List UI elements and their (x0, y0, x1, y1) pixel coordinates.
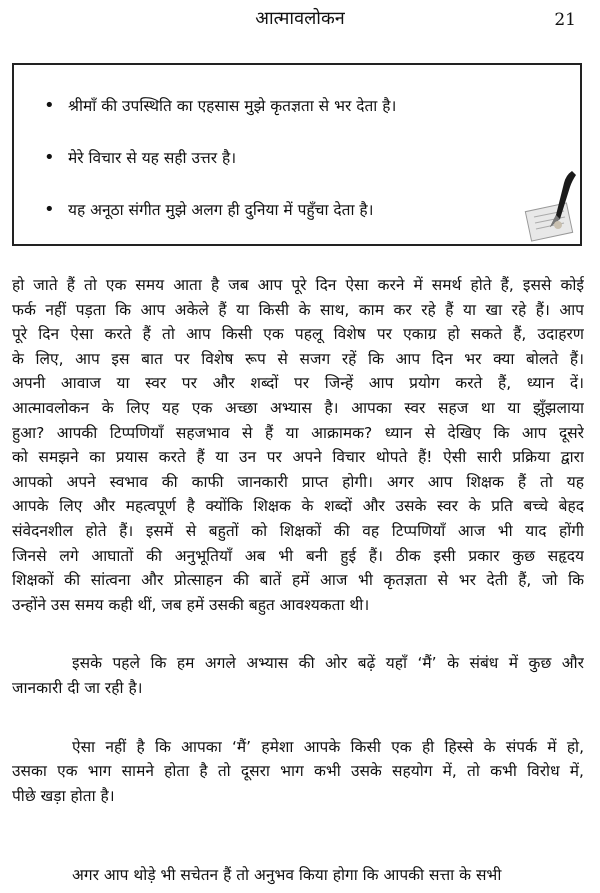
highlight-box (12, 63, 582, 246)
bullet-dot-icon: • (44, 95, 55, 116)
bullet-text: यह अनूठा संगीत मुझे अलग ही दुनिया में पहुँचा देता है। (68, 201, 374, 219)
bullet-item (44, 147, 396, 199)
text-line: अपनी आवाज या स्वर पर और शब्दों पर जिन्हें आप प्रयोग करते हैं, ध्यान दें। (12, 374, 584, 393)
text-line: इसके पहले कि हम अगले अभ्यास की ओर बढ़ें यहाँ ‘मैं’ के संबंध में कुछ और (72, 654, 584, 673)
bullet-text: श्रीमाँ की उपस्थिति का एहसास मुझे कृतज्ञता से भर देता है। (68, 97, 397, 115)
pen-writing-icon (520, 165, 580, 245)
text-line: आत्मावलोकन के लिए यह एक अच्छा अभ्यास है। आपका स्वर सहज था या झुँझलाया (12, 398, 584, 417)
text-line: अगर आप थोड़े भी सचेतन हैं तो अनुभव किया होगा कि आपकी सत्ता के सभी (72, 866, 502, 884)
bullet-item (44, 95, 396, 147)
text-line: उन्होंने उस समय कही थीं, जब हमें उसकी बहुत आवश्यकता थी। (12, 595, 370, 614)
bullet-item (44, 199, 396, 251)
bullet-dot-icon: • (44, 147, 55, 168)
bullet-list (44, 95, 396, 251)
text-line: उसका एक भाग सामने होता है तो दूसरा भाग कभी उसके सहयोग में, तो कभी विरोध में, (12, 762, 584, 781)
text-line: को समझने का प्रयास करते हैं या उन पर अपने विचार थोपते हैं! ऐसी सारी प्रक्रिया द्वारा (12, 448, 584, 467)
text-line: आपके लिए और महत्वपूर्ण है क्योंकि शिक्षक के शब्दों और उसके स्वर के प्रति बच्चे बेहद (12, 497, 584, 516)
bullet-text: मेरे विचार से यह सही उत्तर है। (68, 149, 237, 167)
running-header-title: आत्मावलोकन (255, 8, 345, 29)
text-line: पूरे दिन ऐसा करते हैं तो आप किसी एक पहलू विशेष पर एकाग्र हो सकते हैं, उदाहरण (12, 325, 584, 344)
text-line: हो जाते हैं तो एक समय आता है जब आप पूरे दिन ऐसा करने में समर्थ होते हैं, इससे कोई (12, 276, 584, 294)
text-line: जानकारी दी जा रही है। (12, 678, 143, 697)
text-line: पीछे खड़ा होता है। (12, 786, 115, 805)
page-number: 21 (554, 10, 576, 30)
text-line: के लिए, आप इस बात पर विशेष रूप से सजग रहें कि आप दिन भर क्या बोलते हैं। (12, 349, 584, 368)
body-text (12, 273, 584, 808)
text-line: संवेदनशील होते हैं। इसमें से बहुतों को शिक्षकों की वह टिप्पणियाँ आज भी याद होंगी (12, 521, 584, 540)
text-line: आपको अपने स्वभाव की काफी जानकारी प्राप्त होगी। अगर आप शिक्षक हैं तो यह (12, 472, 584, 491)
text-line: जिनसे लगे आघातों की अनुभूतियाँ अब भी बनी हुई हैं। ठीक इसी प्रकार कुछ सहृदय (12, 546, 584, 565)
bullet-dot-icon: • (44, 199, 55, 220)
text-line: शिक्षकों की सांत्वना और प्रोत्साहन की बातें हमें आज भी कृतज्ञता से भर देती हैं, जो कि (12, 571, 584, 590)
text-line: हुआ? आपकी टिप्पणियाँ सहजभाव से हैं या आक्रामक? ध्यान से देखिए कि आप दूसरे (12, 423, 584, 442)
text-line: ऐसा नहीं है कि आपका ‘मैं’ हमेशा आपके किसी एक ही हिस्से के संपर्क में हो, (72, 737, 584, 756)
text-line: फर्क नहीं पड़ता कि आप अकेले हैं या किसी के साथ, काम कर रहे हैं या खा रहे हैं। आप (12, 300, 584, 319)
